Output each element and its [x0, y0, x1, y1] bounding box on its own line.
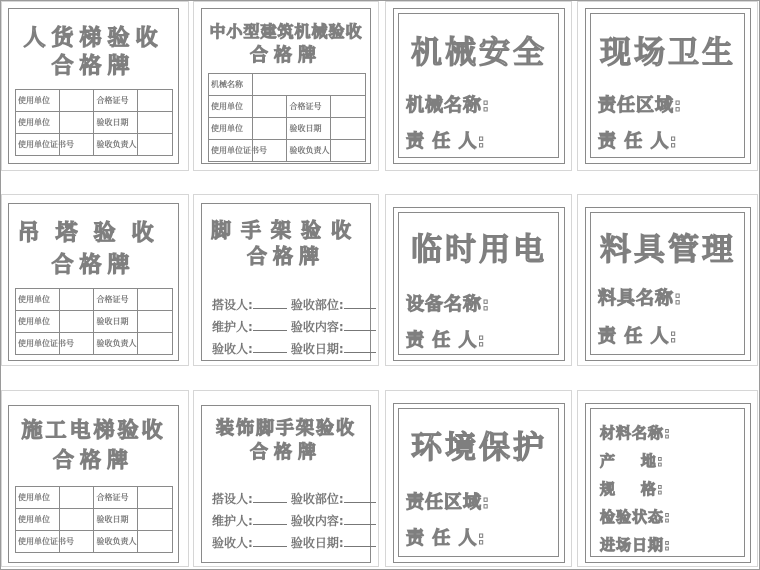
tower-crane-info-table	[15, 288, 173, 355]
site-hygiene-title: 现场卫生	[600, 35, 736, 71]
material-name-label: 料具名称:	[598, 288, 683, 309]
deco-scaffold-title: 装饰脚手架验收	[216, 418, 356, 439]
table-label: 使用单位证书号	[16, 134, 60, 156]
table-row	[16, 90, 173, 112]
table-row	[209, 140, 366, 162]
material-id-sign	[585, 403, 751, 563]
materials-title: 料具管理	[600, 232, 736, 268]
elevator-sign	[8, 405, 179, 563]
site-hygiene-sign	[585, 8, 751, 164]
table-label: 使用单位	[209, 96, 253, 118]
cell-temp-power	[385, 194, 572, 366]
scaffold-line: 维护人: 验收内容:	[212, 318, 376, 335]
tower-crane-title: 吊塔验收	[17, 221, 170, 246]
machine-responsible-label: 责 任 人:	[406, 131, 486, 152]
table-label: 使用单位证书号	[16, 333, 60, 355]
deco-scaffold-line: 搭设人: 验收部位:	[212, 490, 376, 507]
scaffold-sign	[201, 203, 371, 361]
env-area-label: 责任区域:	[406, 492, 491, 513]
materials-responsible-label: 责 任 人:	[598, 326, 678, 347]
env-responsible-label: 责 任 人:	[406, 528, 486, 549]
table-label: 验收负责人	[94, 333, 138, 355]
table-label: 使用单位证书号	[16, 531, 60, 553]
cell-elevator	[1, 390, 189, 567]
table-label: 合格证号	[94, 289, 138, 311]
hygiene-responsible-label: 责 任 人:	[598, 131, 678, 152]
deco-scaffold-subtitle: 合格牌	[250, 442, 322, 463]
deco-scaffold-sign	[201, 405, 371, 563]
inspection-status-field: 检验状态:	[600, 508, 671, 526]
table-row	[16, 509, 173, 531]
table-label: 验收日期	[287, 118, 331, 140]
table-label: 合格证号	[287, 96, 331, 118]
materials-sign	[585, 207, 751, 361]
cell-hoist	[1, 1, 189, 171]
spec-field: 规 格:	[600, 480, 664, 498]
table-label: 使用单位	[16, 289, 60, 311]
table-row	[209, 74, 366, 96]
temp-power-sign	[393, 207, 565, 361]
table-row	[16, 487, 173, 509]
scaffold-line: 搭设人: 验收部位:	[212, 296, 376, 313]
deco-scaffold-line: 验收人: 验收日期:	[212, 534, 376, 551]
cell-site-hygiene	[577, 1, 758, 171]
table-label: 使用单位	[16, 90, 60, 112]
table-label: 机械名称	[209, 74, 253, 96]
cell-machinery-acceptance	[193, 1, 379, 171]
scaffold-line: 验收人: 验收日期:	[212, 340, 376, 357]
cell-materials	[577, 194, 758, 366]
table-row	[16, 134, 173, 156]
table-label: 使用单位	[16, 112, 60, 134]
table-label: 使用单位证书号	[209, 140, 253, 162]
table-label: 验收日期	[94, 509, 138, 531]
hoist-acceptance-sign	[8, 8, 179, 164]
scaffold-title: 脚手架验收	[211, 218, 361, 242]
cell-environment	[385, 390, 572, 567]
elevator-info-table	[15, 486, 173, 553]
machinery-info-table	[208, 73, 366, 162]
table-row	[209, 96, 366, 118]
table-row	[16, 333, 173, 355]
table-label: 合格证号	[94, 90, 138, 112]
hoist-sign-title: 人货梯验收	[23, 26, 164, 51]
machine-safety-sign	[393, 8, 565, 164]
table-label: 使用单位	[16, 311, 60, 333]
material-name-field: 材料名称:	[600, 424, 671, 442]
cell-scaffold	[193, 194, 379, 366]
tower-crane-sign	[8, 203, 179, 361]
tower-crane-subtitle: 合格牌	[51, 253, 136, 278]
table-row	[16, 112, 173, 134]
cell-material-id	[577, 390, 758, 567]
power-responsible-label: 责 任 人:	[406, 330, 486, 351]
table-row	[16, 531, 173, 553]
deco-scaffold-line: 维护人: 验收内容:	[212, 512, 376, 529]
elevator-subtitle: 合格牌	[53, 448, 134, 472]
scaffold-subtitle: 合格牌	[247, 244, 325, 268]
table-label: 合格证号	[94, 487, 138, 509]
machine-name-label: 机械名称:	[406, 95, 491, 116]
table-label: 使用单位	[209, 118, 253, 140]
hoist-sign-subtitle: 合格牌	[51, 54, 136, 79]
table-label: 验收负责人	[287, 140, 331, 162]
table-label: 验收日期	[94, 112, 138, 134]
hoist-info-table	[15, 89, 173, 156]
table-row	[209, 118, 366, 140]
origin-field: 产 地:	[600, 452, 664, 470]
table-label: 使用单位	[16, 487, 60, 509]
cell-deco-scaffold	[193, 390, 379, 567]
table-row	[16, 311, 173, 333]
table-label: 验收日期	[94, 311, 138, 333]
entry-date-field: 进场日期:	[600, 536, 671, 554]
cell-tower-crane	[1, 194, 189, 366]
temp-power-title: 临时用电	[411, 232, 547, 268]
machine-safety-title: 机械安全	[411, 35, 547, 71]
equipment-name-label: 设备名称:	[406, 294, 491, 315]
machinery-sign-title: 中小型建筑机械验收	[209, 22, 363, 41]
cell-machine-safety	[385, 1, 572, 171]
table-label: 验收负责人	[94, 531, 138, 553]
table-label: 使用单位	[16, 509, 60, 531]
machinery-sign-subtitle: 合格牌	[250, 45, 322, 66]
table-row	[16, 289, 173, 311]
machinery-acceptance-sign	[201, 8, 371, 164]
environment-sign	[393, 403, 565, 563]
environment-title: 环境保护	[411, 430, 547, 466]
elevator-title: 施工电梯验收	[21, 418, 166, 442]
table-label: 验收负责人	[94, 134, 138, 156]
hygiene-area-label: 责任区域:	[598, 95, 683, 116]
